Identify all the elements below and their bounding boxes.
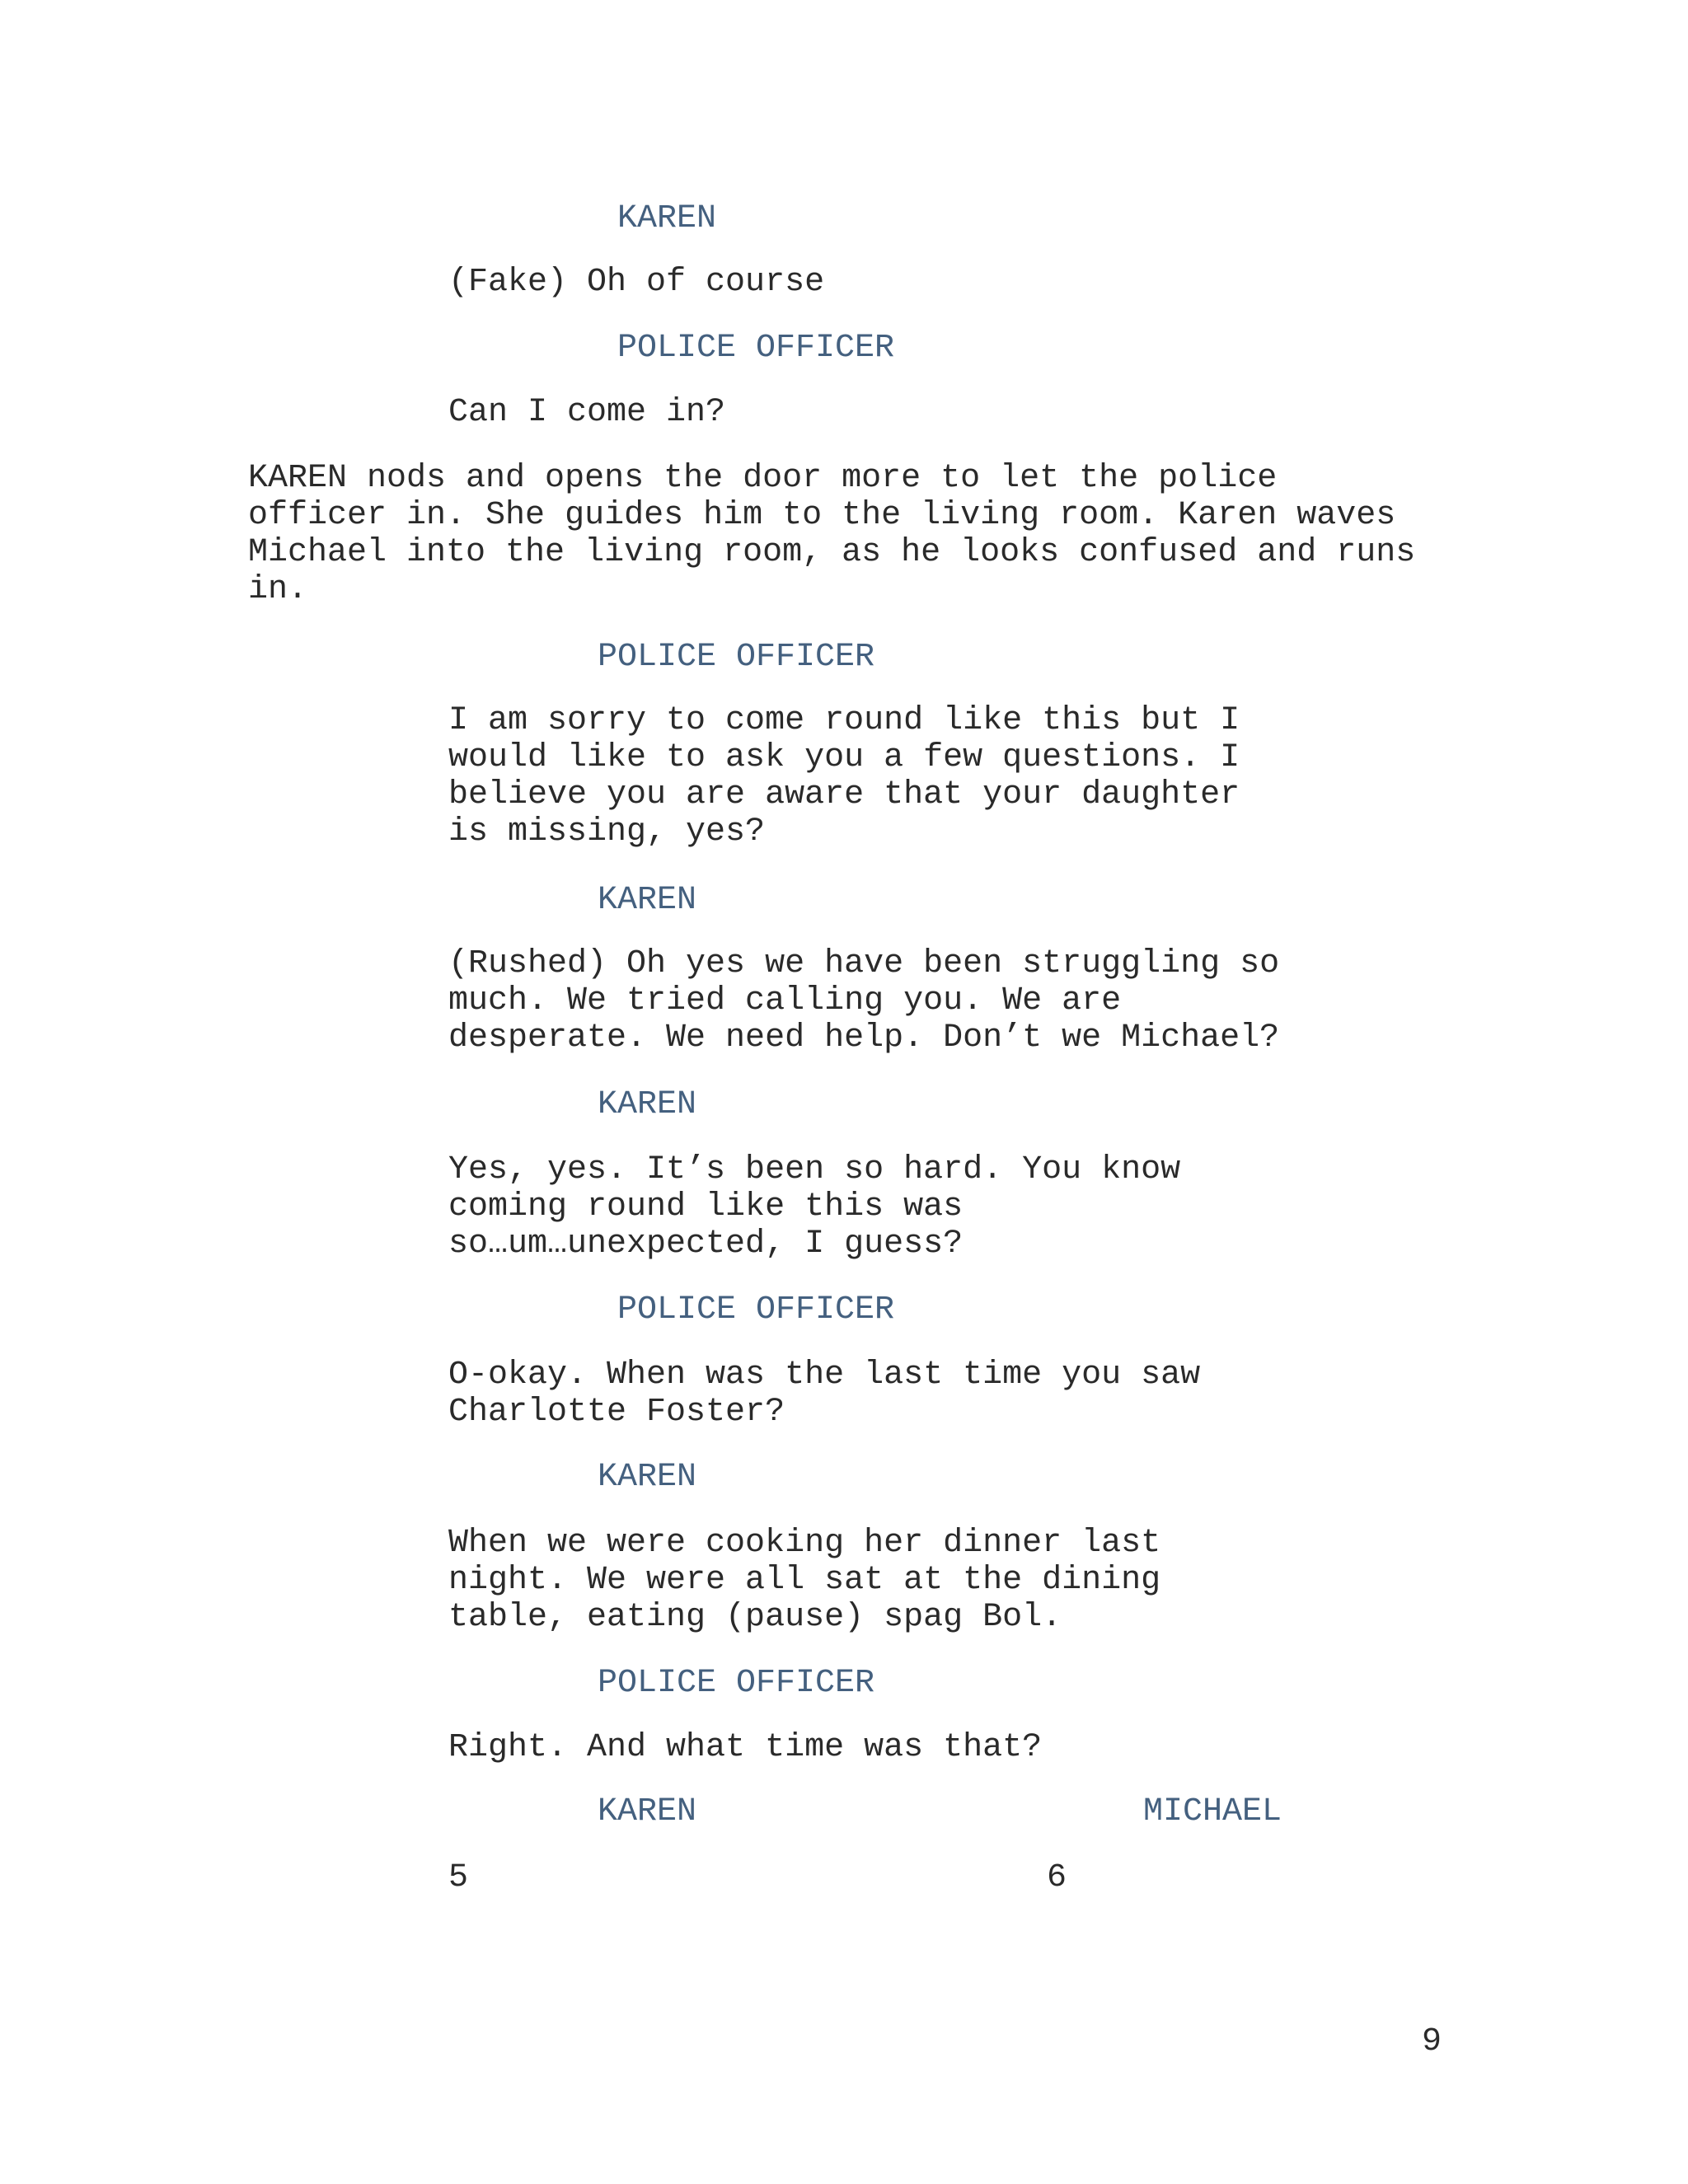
- character-name-michael: MICHAEL: [1143, 1793, 1282, 1830]
- page-number: 9: [1422, 2023, 1442, 2060]
- character-name-karen: KAREN: [598, 882, 697, 919]
- dialogue-line: Yes, yes. It’s been so hard. You know coming round like this was so…um…unexpected, I guess?: [448, 1151, 1181, 1263]
- character-name-karen: KAREN: [617, 200, 717, 237]
- action-paragraph: KAREN nods and opens the door more to let the police officer in. She guides him to the living room. Karen waves Michael into the living room, as he looks confused and runs in.: [248, 460, 1416, 608]
- character-name-police-officer: POLICE OFFICER: [598, 639, 875, 676]
- dialogue-line: 5: [448, 1859, 469, 1896]
- dialogue-line: Can I come in?: [448, 394, 726, 431]
- dialogue-line: When we were cooking her dinner last night. We were all sat at the dining table, eating (pause) spag Bol.: [448, 1525, 1161, 1636]
- dialogue-line: O-okay. When was the last time you saw Charlotte Foster?: [448, 1357, 1201, 1431]
- character-name-police-officer: POLICE OFFICER: [617, 1291, 895, 1329]
- dialogue-line: I am sorry to come round like this but I would like to ask you a few questions. I believe you are aware that your daughter is missing, yes?: [448, 702, 1240, 851]
- dialogue-line: (Rushed) Oh yes we have been struggling so much. We tried calling you. We are desperate. We need help. Don’t we Michael?: [448, 945, 1280, 1057]
- character-name-karen: KAREN: [598, 1793, 697, 1830]
- character-name-karen: KAREN: [598, 1459, 697, 1496]
- character-name-police-officer: POLICE OFFICER: [598, 1665, 875, 1702]
- dialogue-line: Right. And what time was that?: [448, 1729, 1043, 1766]
- character-name-police-officer: POLICE OFFICER: [617, 330, 895, 367]
- character-name-karen: KAREN: [598, 1086, 697, 1123]
- dialogue-line: (Fake) Oh of course: [448, 264, 825, 301]
- dialogue-line: 6: [1047, 1859, 1067, 1896]
